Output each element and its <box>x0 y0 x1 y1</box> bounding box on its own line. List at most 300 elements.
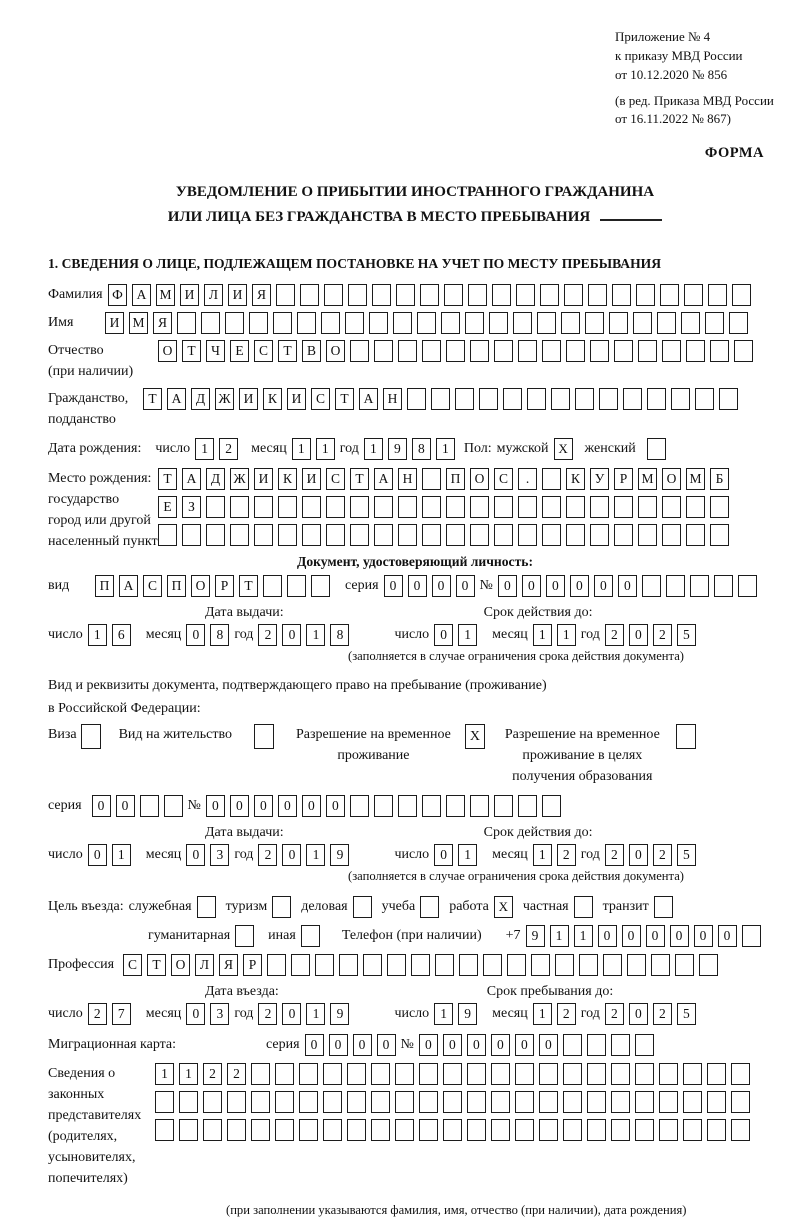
issue-year-cell[interactable]: 8 <box>330 624 349 646</box>
edu-permit-checkbox[interactable] <box>676 724 696 749</box>
patronymic-cell[interactable] <box>638 340 657 362</box>
representative-cell[interactable] <box>179 1091 198 1113</box>
patronymic-cell[interactable] <box>518 340 537 362</box>
migcard-number-cell[interactable] <box>611 1034 630 1056</box>
citizenship-cell[interactable] <box>695 388 714 410</box>
profession-cell[interactable] <box>675 954 694 976</box>
expiry-year-cell[interactable]: 0 <box>629 624 648 646</box>
birthplace-cell[interactable] <box>398 496 417 518</box>
doc-kind-cell[interactable]: А <box>119 575 138 597</box>
permit-number-cell[interactable]: 0 <box>206 795 225 817</box>
birthplace-cell[interactable] <box>350 524 369 546</box>
doc-kind-cell[interactable]: П <box>167 575 186 597</box>
surname-cell[interactable] <box>516 284 535 306</box>
profession-cell[interactable] <box>291 954 310 976</box>
representative-cell[interactable] <box>179 1119 198 1141</box>
permit-expiry-month-cell[interactable]: 1 <box>533 844 552 866</box>
representative-cell[interactable]: 2 <box>203 1063 222 1085</box>
entry-year-cell[interactable]: 0 <box>282 1003 301 1025</box>
profession-cell[interactable] <box>555 954 574 976</box>
birthplace-cell[interactable]: З <box>182 496 201 518</box>
representative-cell[interactable]: 1 <box>179 1063 198 1085</box>
birthplace-cell[interactable]: . <box>518 468 537 490</box>
representative-cell[interactable] <box>659 1119 678 1141</box>
doc-number-cell[interactable]: 0 <box>546 575 565 597</box>
citizenship-cell[interactable]: И <box>287 388 306 410</box>
birthplace-cell[interactable] <box>638 524 657 546</box>
representative-cell[interactable] <box>275 1091 294 1113</box>
representative-cell[interactable] <box>539 1119 558 1141</box>
birthplace-cell[interactable] <box>494 524 513 546</box>
representative-cell[interactable] <box>467 1091 486 1113</box>
representative-cell[interactable] <box>491 1119 510 1141</box>
patronymic-cell[interactable] <box>566 340 585 362</box>
birthplace-cell[interactable] <box>326 496 345 518</box>
representative-cell[interactable] <box>611 1091 630 1113</box>
surname-cell[interactable] <box>396 284 415 306</box>
birthplace-cell[interactable]: И <box>302 468 321 490</box>
birthplace-cell[interactable] <box>374 524 393 546</box>
permit-number-cell[interactable] <box>398 795 417 817</box>
representative-cell[interactable] <box>155 1119 174 1141</box>
permit-number-cell[interactable] <box>542 795 561 817</box>
representative-cell[interactable] <box>275 1063 294 1085</box>
permit-expiry-year-cell[interactable]: 2 <box>605 844 624 866</box>
profession-cell[interactable]: Т <box>147 954 166 976</box>
name-cell[interactable] <box>273 312 292 334</box>
stay-year-cell[interactable]: 2 <box>653 1003 672 1025</box>
representative-cell[interactable] <box>467 1063 486 1085</box>
citizenship-cell[interactable] <box>575 388 594 410</box>
birthplace-cell[interactable] <box>398 524 417 546</box>
permit-issue-day-cell[interactable]: 1 <box>112 844 131 866</box>
citizenship-cell[interactable]: Д <box>191 388 210 410</box>
stay-year-cell[interactable]: 0 <box>629 1003 648 1025</box>
permit-issue-year-cell[interactable]: 9 <box>330 844 349 866</box>
birthplace-cell[interactable] <box>566 524 585 546</box>
purpose-private-checkbox[interactable] <box>574 896 593 918</box>
permit-number-cell[interactable] <box>350 795 369 817</box>
doc-number-cell[interactable]: 0 <box>618 575 637 597</box>
permit-number-cell[interactable] <box>374 795 393 817</box>
name-cell[interactable] <box>537 312 556 334</box>
birthplace-cell[interactable]: А <box>374 468 393 490</box>
birthplace-cell[interactable] <box>206 524 225 546</box>
expiry-day-cell[interactable]: 1 <box>458 624 477 646</box>
birthplace-cell[interactable] <box>590 496 609 518</box>
citizenship-cell[interactable] <box>671 388 690 410</box>
migcard-series-cell[interactable]: 0 <box>377 1034 396 1056</box>
representative-cell[interactable] <box>731 1091 750 1113</box>
representative-cell[interactable] <box>587 1063 606 1085</box>
purpose-work-checkbox[interactable]: X <box>494 896 513 918</box>
birthplace-cell[interactable]: К <box>278 468 297 490</box>
doc-number-cell[interactable] <box>690 575 709 597</box>
permit-expiry-year-cell[interactable]: 0 <box>629 844 648 866</box>
profession-cell[interactable] <box>267 954 286 976</box>
permit-expiry-year-cell[interactable]: 5 <box>677 844 696 866</box>
citizenship-cell[interactable] <box>503 388 522 410</box>
patronymic-cell[interactable] <box>446 340 465 362</box>
birthplace-cell[interactable] <box>542 468 561 490</box>
birthplace-cell[interactable]: С <box>326 468 345 490</box>
representative-cell[interactable] <box>563 1091 582 1113</box>
representative-cell[interactable] <box>611 1119 630 1141</box>
name-cell[interactable] <box>177 312 196 334</box>
residence-permit-checkbox[interactable] <box>254 724 274 749</box>
birth-year-cell[interactable]: 9 <box>388 438 407 460</box>
birthplace-cell[interactable] <box>158 524 177 546</box>
profession-cell[interactable] <box>411 954 430 976</box>
birthplace-cell[interactable] <box>254 524 273 546</box>
phone-cell[interactable]: 0 <box>622 925 641 947</box>
doc-number-cell[interactable] <box>738 575 757 597</box>
permit-series-cell[interactable]: 0 <box>92 795 111 817</box>
issue-month-cell[interactable]: 0 <box>186 624 205 646</box>
citizenship-cell[interactable]: А <box>167 388 186 410</box>
permit-issue-month-cell[interactable]: 0 <box>186 844 205 866</box>
name-cell[interactable]: М <box>129 312 148 334</box>
surname-cell[interactable]: И <box>180 284 199 306</box>
name-cell[interactable] <box>657 312 676 334</box>
profession-cell[interactable] <box>603 954 622 976</box>
surname-cell[interactable] <box>348 284 367 306</box>
migcard-number-cell[interactable] <box>587 1034 606 1056</box>
birthplace-cell[interactable] <box>230 496 249 518</box>
representative-cell[interactable] <box>347 1119 366 1141</box>
profession-cell[interactable] <box>531 954 550 976</box>
purpose-humanitarian-checkbox[interactable] <box>235 925 254 947</box>
citizenship-cell[interactable]: К <box>263 388 282 410</box>
purpose-official-checkbox[interactable] <box>197 896 216 918</box>
birthplace-cell[interactable]: М <box>686 468 705 490</box>
profession-cell[interactable]: О <box>171 954 190 976</box>
representative-cell[interactable] <box>251 1091 270 1113</box>
profession-cell[interactable] <box>387 954 406 976</box>
birth-year-cell[interactable]: 1 <box>364 438 383 460</box>
issue-year-cell[interactable]: 2 <box>258 624 277 646</box>
profession-cell[interactable] <box>699 954 718 976</box>
representative-cell[interactable] <box>347 1063 366 1085</box>
phone-cell[interactable]: 0 <box>670 925 689 947</box>
permit-expiry-month-cell[interactable]: 2 <box>557 844 576 866</box>
issue-month-cell[interactable]: 8 <box>210 624 229 646</box>
surname-cell[interactable]: Ф <box>108 284 127 306</box>
female-checkbox[interactable] <box>647 438 666 460</box>
citizenship-cell[interactable] <box>407 388 426 410</box>
patronymic-cell[interactable] <box>422 340 441 362</box>
profession-cell[interactable]: Л <box>195 954 214 976</box>
name-cell[interactable] <box>369 312 388 334</box>
representative-cell[interactable] <box>299 1091 318 1113</box>
expiry-year-cell[interactable]: 2 <box>653 624 672 646</box>
representative-cell[interactable] <box>563 1119 582 1141</box>
doc-number-cell[interactable] <box>666 575 685 597</box>
representative-cell[interactable] <box>371 1063 390 1085</box>
citizenship-cell[interactable] <box>479 388 498 410</box>
permit-expiry-day-cell[interactable]: 0 <box>434 844 453 866</box>
birthplace-cell[interactable] <box>542 496 561 518</box>
purpose-study-checkbox[interactable] <box>420 896 439 918</box>
birthplace-cell[interactable] <box>254 496 273 518</box>
profession-cell[interactable]: С <box>123 954 142 976</box>
birthplace-cell[interactable] <box>470 524 489 546</box>
permit-series-cell[interactable] <box>140 795 159 817</box>
permit-number-cell[interactable]: 0 <box>230 795 249 817</box>
surname-cell[interactable]: Л <box>204 284 223 306</box>
name-cell[interactable] <box>513 312 532 334</box>
doc-number-cell[interactable] <box>642 575 661 597</box>
name-cell[interactable] <box>489 312 508 334</box>
profession-cell[interactable]: Р <box>243 954 262 976</box>
migcard-number-cell[interactable] <box>563 1034 582 1056</box>
representative-cell[interactable] <box>299 1119 318 1141</box>
patronymic-cell[interactable]: О <box>326 340 345 362</box>
representative-cell[interactable] <box>395 1091 414 1113</box>
name-cell[interactable] <box>561 312 580 334</box>
profession-cell[interactable]: Я <box>219 954 238 976</box>
birthplace-cell[interactable] <box>710 524 729 546</box>
birthplace-cell[interactable] <box>230 524 249 546</box>
permit-number-cell[interactable] <box>422 795 441 817</box>
expiry-day-cell[interactable]: 0 <box>434 624 453 646</box>
patronymic-cell[interactable]: С <box>254 340 273 362</box>
citizenship-cell[interactable] <box>599 388 618 410</box>
representative-cell[interactable] <box>707 1119 726 1141</box>
representative-cell[interactable] <box>155 1091 174 1113</box>
entry-year-cell[interactable]: 2 <box>258 1003 277 1025</box>
name-cell[interactable]: Я <box>153 312 172 334</box>
birthplace-cell[interactable] <box>662 524 681 546</box>
patronymic-cell[interactable] <box>398 340 417 362</box>
citizenship-cell[interactable] <box>551 388 570 410</box>
surname-cell[interactable] <box>300 284 319 306</box>
permit-number-cell[interactable]: 0 <box>254 795 273 817</box>
doc-kind-cell[interactable] <box>287 575 306 597</box>
permit-number-cell[interactable]: 0 <box>278 795 297 817</box>
representative-cell[interactable] <box>251 1063 270 1085</box>
phone-cell[interactable]: 1 <box>550 925 569 947</box>
representative-cell[interactable] <box>275 1119 294 1141</box>
entry-year-cell[interactable]: 1 <box>306 1003 325 1025</box>
birthplace-cell[interactable]: О <box>470 468 489 490</box>
migcard-number-cell[interactable] <box>635 1034 654 1056</box>
patronymic-cell[interactable] <box>350 340 369 362</box>
phone-cell[interactable]: 9 <box>526 925 545 947</box>
representative-cell[interactable] <box>323 1063 342 1085</box>
doc-series-cell[interactable]: 0 <box>408 575 427 597</box>
stay-month-cell[interactable]: 1 <box>533 1003 552 1025</box>
birthplace-cell[interactable]: Е <box>158 496 177 518</box>
representative-cell[interactable] <box>347 1091 366 1113</box>
surname-cell[interactable]: М <box>156 284 175 306</box>
representative-cell[interactable] <box>731 1119 750 1141</box>
patronymic-cell[interactable]: В <box>302 340 321 362</box>
birthplace-cell[interactable] <box>518 496 537 518</box>
permit-expiry-year-cell[interactable]: 2 <box>653 844 672 866</box>
representative-cell[interactable] <box>683 1091 702 1113</box>
entry-day-cell[interactable]: 2 <box>88 1003 107 1025</box>
permit-number-cell[interactable] <box>518 795 537 817</box>
doc-series-cell[interactable]: 0 <box>456 575 475 597</box>
doc-series-cell[interactable]: 0 <box>432 575 451 597</box>
doc-kind-cell[interactable] <box>263 575 282 597</box>
permit-issue-day-cell[interactable]: 0 <box>88 844 107 866</box>
representative-cell[interactable] <box>251 1119 270 1141</box>
birthplace-cell[interactable] <box>614 496 633 518</box>
representative-cell[interactable] <box>539 1091 558 1113</box>
phone-cell[interactable]: 0 <box>646 925 665 947</box>
citizenship-cell[interactable]: А <box>359 388 378 410</box>
issue-year-cell[interactable]: 1 <box>306 624 325 646</box>
representative-cell[interactable] <box>659 1063 678 1085</box>
patronymic-cell[interactable] <box>614 340 633 362</box>
profession-cell[interactable] <box>363 954 382 976</box>
surname-cell[interactable] <box>732 284 751 306</box>
representative-cell[interactable] <box>443 1063 462 1085</box>
birth-month-cell[interactable]: 1 <box>316 438 335 460</box>
citizenship-cell[interactable] <box>719 388 738 410</box>
representative-cell[interactable] <box>323 1119 342 1141</box>
doc-kind-cell[interactable]: П <box>95 575 114 597</box>
profession-cell[interactable] <box>507 954 526 976</box>
purpose-business-checkbox[interactable] <box>353 896 372 918</box>
migcard-number-cell[interactable]: 0 <box>539 1034 558 1056</box>
profession-cell[interactable] <box>315 954 334 976</box>
stay-year-cell[interactable]: 5 <box>677 1003 696 1025</box>
name-cell[interactable] <box>321 312 340 334</box>
birthplace-cell[interactable] <box>614 524 633 546</box>
phone-cell[interactable]: 0 <box>694 925 713 947</box>
patronymic-cell[interactable] <box>710 340 729 362</box>
representative-cell[interactable] <box>635 1063 654 1085</box>
birthplace-cell[interactable] <box>326 524 345 546</box>
name-cell[interactable] <box>585 312 604 334</box>
migcard-number-cell[interactable]: 0 <box>419 1034 438 1056</box>
expiry-year-cell[interactable]: 2 <box>605 624 624 646</box>
birth-day-cell[interactable]: 2 <box>219 438 238 460</box>
migcard-number-cell[interactable]: 0 <box>443 1034 462 1056</box>
permit-issue-year-cell[interactable]: 0 <box>282 844 301 866</box>
permit-number-cell[interactable] <box>470 795 489 817</box>
name-cell[interactable] <box>201 312 220 334</box>
name-cell[interactable] <box>345 312 364 334</box>
citizenship-cell[interactable]: Т <box>335 388 354 410</box>
representative-cell[interactable] <box>371 1091 390 1113</box>
representative-cell[interactable] <box>203 1091 222 1113</box>
entry-month-cell[interactable]: 3 <box>210 1003 229 1025</box>
name-cell[interactable] <box>609 312 628 334</box>
expiry-month-cell[interactable]: 1 <box>533 624 552 646</box>
representative-cell[interactable]: 2 <box>227 1063 246 1085</box>
surname-cell[interactable] <box>540 284 559 306</box>
entry-month-cell[interactable]: 0 <box>186 1003 205 1025</box>
name-cell[interactable] <box>393 312 412 334</box>
profession-cell[interactable] <box>651 954 670 976</box>
birthplace-cell[interactable] <box>422 496 441 518</box>
birthplace-cell[interactable] <box>494 496 513 518</box>
patronymic-cell[interactable] <box>686 340 705 362</box>
representative-cell[interactable] <box>587 1119 606 1141</box>
migcard-series-cell[interactable]: 0 <box>329 1034 348 1056</box>
representative-cell[interactable] <box>419 1091 438 1113</box>
surname-cell[interactable] <box>636 284 655 306</box>
doc-number-cell[interactable] <box>714 575 733 597</box>
birthplace-cell[interactable] <box>542 524 561 546</box>
birthplace-cell[interactable]: А <box>182 468 201 490</box>
birthplace-cell[interactable] <box>422 468 441 490</box>
birthplace-cell[interactable]: Б <box>710 468 729 490</box>
profession-cell[interactable] <box>627 954 646 976</box>
patronymic-cell[interactable]: О <box>158 340 177 362</box>
doc-kind-cell[interactable]: Т <box>239 575 258 597</box>
surname-cell[interactable] <box>660 284 679 306</box>
patronymic-cell[interactable] <box>494 340 513 362</box>
surname-cell[interactable]: И <box>228 284 247 306</box>
doc-series-cell[interactable]: 0 <box>384 575 403 597</box>
profession-cell[interactable] <box>459 954 478 976</box>
birthplace-cell[interactable] <box>374 496 393 518</box>
stay-day-cell[interactable]: 9 <box>458 1003 477 1025</box>
purpose-other-checkbox[interactable] <box>301 925 320 947</box>
patronymic-cell[interactable] <box>374 340 393 362</box>
name-cell[interactable] <box>729 312 748 334</box>
birthplace-cell[interactable] <box>182 524 201 546</box>
surname-cell[interactable] <box>708 284 727 306</box>
purpose-transit-checkbox[interactable] <box>654 896 673 918</box>
citizenship-cell[interactable]: С <box>311 388 330 410</box>
birthplace-cell[interactable] <box>662 496 681 518</box>
representative-cell[interactable] <box>683 1063 702 1085</box>
patronymic-cell[interactable] <box>590 340 609 362</box>
patronymic-cell[interactable] <box>734 340 753 362</box>
birthplace-cell[interactable] <box>638 496 657 518</box>
citizenship-cell[interactable] <box>455 388 474 410</box>
profession-cell[interactable] <box>435 954 454 976</box>
representative-cell[interactable] <box>443 1119 462 1141</box>
permit-series-cell[interactable] <box>164 795 183 817</box>
permit-number-cell[interactable] <box>494 795 513 817</box>
birthplace-cell[interactable]: Н <box>398 468 417 490</box>
issue-day-cell[interactable]: 1 <box>88 624 107 646</box>
permit-issue-year-cell[interactable]: 1 <box>306 844 325 866</box>
permit-issue-month-cell[interactable]: 3 <box>210 844 229 866</box>
surname-cell[interactable] <box>444 284 463 306</box>
name-cell[interactable] <box>441 312 460 334</box>
patronymic-cell[interactable]: Е <box>230 340 249 362</box>
representative-cell[interactable] <box>587 1091 606 1113</box>
citizenship-cell[interactable] <box>431 388 450 410</box>
patronymic-cell[interactable]: Т <box>182 340 201 362</box>
surname-cell[interactable] <box>684 284 703 306</box>
representative-cell[interactable] <box>635 1091 654 1113</box>
birth-year-cell[interactable]: 1 <box>436 438 455 460</box>
doc-number-cell[interactable]: 0 <box>498 575 517 597</box>
name-cell[interactable] <box>465 312 484 334</box>
representative-cell[interactable] <box>419 1063 438 1085</box>
representative-cell[interactable]: 1 <box>155 1063 174 1085</box>
stay-year-cell[interactable]: 2 <box>605 1003 624 1025</box>
male-checkbox[interactable]: X <box>554 438 573 460</box>
entry-day-cell[interactable]: 7 <box>112 1003 131 1025</box>
expiry-month-cell[interactable]: 1 <box>557 624 576 646</box>
representative-cell[interactable] <box>227 1119 246 1141</box>
birthplace-cell[interactable]: С <box>494 468 513 490</box>
birthplace-cell[interactable] <box>518 524 537 546</box>
migcard-number-cell[interactable]: 0 <box>467 1034 486 1056</box>
surname-cell[interactable]: Я <box>252 284 271 306</box>
representative-cell[interactable] <box>371 1119 390 1141</box>
